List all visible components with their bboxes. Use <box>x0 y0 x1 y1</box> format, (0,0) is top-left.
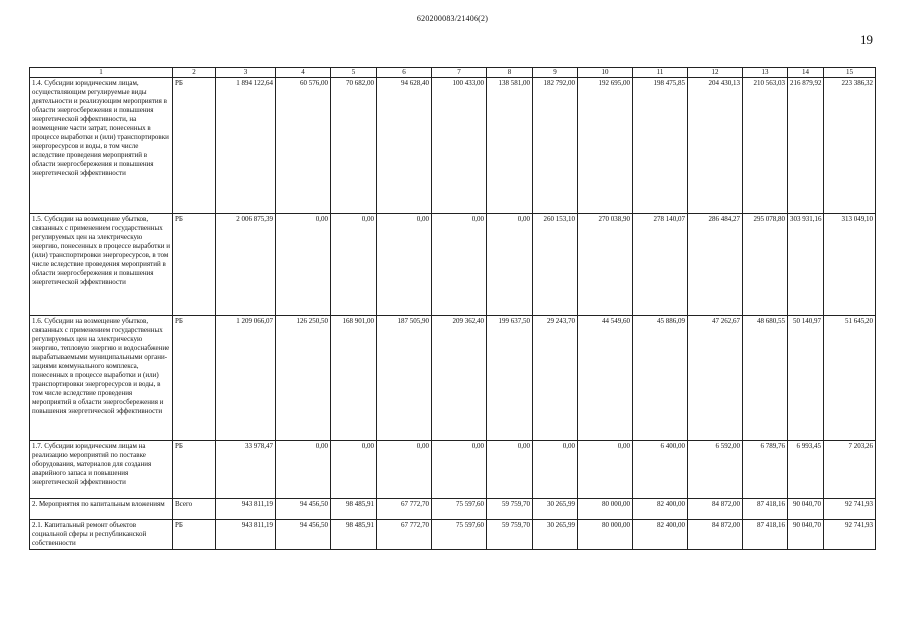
value-cell: 7 203,26 <box>824 441 876 499</box>
value-cell: 199 637,50 <box>487 316 533 441</box>
funding-source-cell: Всего <box>173 499 216 520</box>
page-number: 19 <box>860 32 873 47</box>
value-cell: 138 581,00 <box>487 78 533 214</box>
column-header: 4 <box>276 68 331 78</box>
value-cell: 204 430,13 <box>688 78 743 214</box>
value-cell: 98 485,91 <box>331 499 377 520</box>
value-cell: 6 993,45 <box>788 441 824 499</box>
column-header: 15 <box>824 68 876 78</box>
column-header: 2 <box>173 68 216 78</box>
value-cell: 100 433,00 <box>432 78 487 214</box>
value-cell: 1 894 122,64 <box>216 78 276 214</box>
value-cell: 210 563,03 <box>743 78 788 214</box>
value-cell: 67 772,70 <box>377 499 432 520</box>
value-cell: 75 597,60 <box>432 520 487 550</box>
column-header: 11 <box>633 68 688 78</box>
value-cell: 168 901,00 <box>331 316 377 441</box>
value-cell: 187 505,90 <box>377 316 432 441</box>
column-header: 13 <box>743 68 788 78</box>
value-cell: 80 000,00 <box>578 520 633 550</box>
value-cell: 0,00 <box>487 441 533 499</box>
value-cell: 98 485,91 <box>331 520 377 550</box>
measure-name-cell: 1.5. Субсидии на возмещение убытков, связанных с применением государственных регулируемых цен на электрическую энергию, понесенных в процессе выработки и (или) транспортировки энергоресурсов, в том числе вследствие проведения мероприятий в области энергосбережения и повышения энергетической эффективности <box>30 214 173 316</box>
value-cell: 313 049,10 <box>824 214 876 316</box>
value-cell: 60 576,00 <box>276 78 331 214</box>
value-cell: 94 628,40 <box>377 78 432 214</box>
column-header: 9 <box>533 68 578 78</box>
value-cell: 0,00 <box>533 441 578 499</box>
value-cell: 67 772,70 <box>377 520 432 550</box>
value-cell: 943 811,19 <box>216 520 276 550</box>
value-cell: 87 418,16 <box>743 499 788 520</box>
value-cell: 51 645,20 <box>824 316 876 441</box>
value-cell: 126 250,50 <box>276 316 331 441</box>
measure-name-cell: 1.7. Субсидии юридическим лицам на реализацию мероприятий по поставке оборудования, материалов для создания аварийного запаса и повышения энергетической эффективности <box>30 441 173 499</box>
value-cell: 1 209 066,07 <box>216 316 276 441</box>
value-cell: 70 682,00 <box>331 78 377 214</box>
column-header: 1 <box>30 68 173 78</box>
value-cell: 92 741,93 <box>824 520 876 550</box>
value-cell: 216 879,92 <box>788 78 824 214</box>
value-cell: 223 386,32 <box>824 78 876 214</box>
value-cell: 278 140,07 <box>633 214 688 316</box>
value-cell: 0,00 <box>331 214 377 316</box>
value-cell: 943 811,19 <box>216 499 276 520</box>
value-cell: 29 243,70 <box>533 316 578 441</box>
value-cell: 0,00 <box>432 214 487 316</box>
value-cell: 2 006 875,39 <box>216 214 276 316</box>
value-cell: 182 792,00 <box>533 78 578 214</box>
value-cell: 6 789,76 <box>743 441 788 499</box>
value-cell: 6 400,00 <box>633 441 688 499</box>
measure-name-cell: 1.6. Субсидии на возмещение убытков, связанных с применением государственных регулируемых цен на электрическую энергию, тепловую энергию и водоснабжение вырабатываемыми муниципальными организациями коммунального комплекса, понесенных в процессе выработки и (или) транспортировки энергоресурсов и воды, в том числе вследствие проведения мероприятий в области энергосбережения и повышения энергетической эффективности <box>30 316 173 441</box>
value-cell: 75 597,60 <box>432 499 487 520</box>
value-cell: 192 695,00 <box>578 78 633 214</box>
value-cell: 303 931,16 <box>788 214 824 316</box>
measure-name-cell: 2.1. Капитальный ремонт объектов социальной сферы и республиканской собственности <box>30 520 173 550</box>
column-header: 3 <box>216 68 276 78</box>
value-cell: 6 592,00 <box>688 441 743 499</box>
value-cell: 0,00 <box>487 214 533 316</box>
value-cell: 48 680,55 <box>743 316 788 441</box>
value-cell: 286 484,27 <box>688 214 743 316</box>
value-cell: 87 418,16 <box>743 520 788 550</box>
value-cell: 0,00 <box>276 441 331 499</box>
value-cell: 33 978,47 <box>216 441 276 499</box>
value-cell: 90 040,70 <box>788 499 824 520</box>
table-row <box>30 316 876 441</box>
value-cell: 260 153,10 <box>533 214 578 316</box>
value-cell: 30 265,99 <box>533 499 578 520</box>
value-cell: 209 362,40 <box>432 316 487 441</box>
value-cell: 82 400,00 <box>633 499 688 520</box>
table-row <box>30 520 876 550</box>
value-cell: 30 265,99 <box>533 520 578 550</box>
table-row <box>30 441 876 499</box>
value-cell: 0,00 <box>432 441 487 499</box>
table-row <box>30 78 876 214</box>
value-cell: 295 078,80 <box>743 214 788 316</box>
value-cell: 82 400,00 <box>633 520 688 550</box>
table-row <box>30 499 876 520</box>
document-code: 620200083/21406(2) <box>416 14 489 23</box>
value-cell: 198 475,85 <box>633 78 688 214</box>
value-cell: 84 872,00 <box>688 499 743 520</box>
column-header: 6 <box>377 68 432 78</box>
column-number-row <box>30 68 876 78</box>
table-row <box>30 214 876 316</box>
value-cell: 92 741,93 <box>824 499 876 520</box>
column-header: 14 <box>788 68 824 78</box>
value-cell: 45 886,09 <box>633 316 688 441</box>
value-cell: 90 040,70 <box>788 520 824 550</box>
value-cell: 0,00 <box>578 441 633 499</box>
value-cell: 80 000,00 <box>578 499 633 520</box>
column-header: 7 <box>432 68 487 78</box>
budget-table <box>29 67 876 550</box>
funding-source-cell: РБ <box>173 520 216 550</box>
value-cell: 44 549,60 <box>578 316 633 441</box>
funding-source-cell: РБ <box>173 441 216 499</box>
value-cell: 0,00 <box>276 214 331 316</box>
value-cell: 50 140,97 <box>788 316 824 441</box>
value-cell: 94 456,50 <box>276 499 331 520</box>
column-header: 5 <box>331 68 377 78</box>
value-cell: 84 872,00 <box>688 520 743 550</box>
measure-name-cell: 2. Мероприятия по капитальным вложениям <box>30 499 173 520</box>
funding-source-cell: РБ <box>173 316 216 441</box>
value-cell: 47 262,67 <box>688 316 743 441</box>
column-header: 10 <box>578 68 633 78</box>
value-cell: 0,00 <box>377 214 432 316</box>
column-header: 12 <box>688 68 743 78</box>
value-cell: 270 038,90 <box>578 214 633 316</box>
value-cell: 59 759,70 <box>487 520 533 550</box>
value-cell: 59 759,70 <box>487 499 533 520</box>
value-cell: 0,00 <box>377 441 432 499</box>
measure-name-cell: 1.4. Субсидии юридическим лицам, осуществляющим регулируемые виды деятельности и реализующим мероприятия в области энергосбережения и повышения энергетической эффективности, на возмещение части затрат, понесенных в процессе выработки и (или) транспортировки энергоресурсов и воды, в том числе вследствие проведения мероприятий в области энергосбережения и повышения энергетической эффективности <box>30 78 173 214</box>
column-header: 8 <box>487 68 533 78</box>
value-cell: 0,00 <box>331 441 377 499</box>
funding-source-cell: РБ <box>173 78 216 214</box>
value-cell: 94 456,50 <box>276 520 331 550</box>
funding-source-cell: РБ <box>173 214 216 316</box>
